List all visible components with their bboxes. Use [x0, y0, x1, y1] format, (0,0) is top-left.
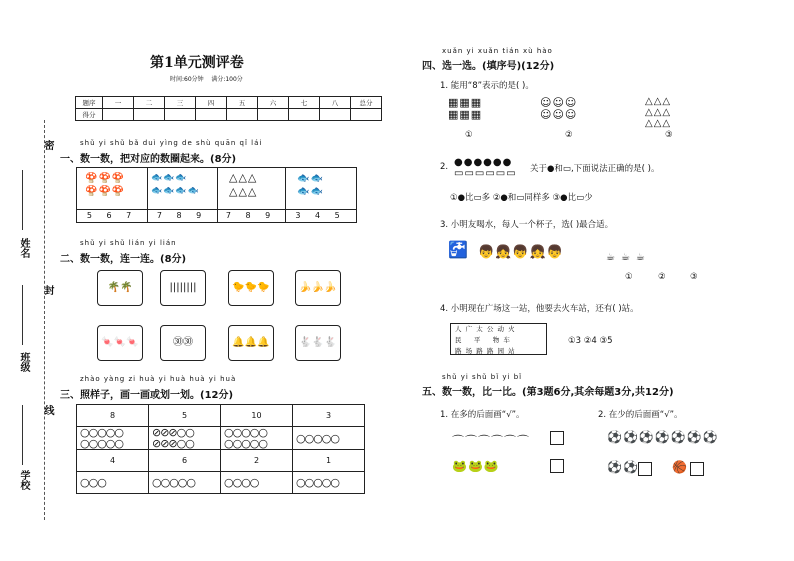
circle-group[interactable]: ○○○○○ ○○○○○	[77, 427, 149, 450]
ball-icon: ⚽⚽	[607, 460, 639, 474]
target-number: 3	[293, 405, 365, 427]
sec2-pinyin: shǔ yi shǔ lián yi lián	[80, 239, 177, 247]
name-line[interactable]	[22, 170, 23, 230]
score-table	[75, 96, 382, 121]
score-cell[interactable]	[258, 109, 289, 121]
q5-1-text: 1. 在多的后面画“√”。	[440, 410, 525, 420]
chick-icon[interactable]: 🐤🐤🐤	[228, 270, 274, 306]
q2-number: 2.	[440, 162, 449, 172]
rabbit-icon[interactable]: 🐇🐇🐇	[295, 325, 341, 361]
sec5-title: 五、数一数，比一比。(第3题6分,其余每题3分,共12分)	[422, 387, 674, 398]
score-cell[interactable]	[134, 109, 165, 121]
banana-icon: ⌒⌒⌒⌒⌒⌒	[452, 434, 531, 448]
target-number: 1	[293, 450, 365, 472]
station-map	[450, 323, 547, 355]
count-group	[147, 168, 218, 222]
stick-bundle-icon[interactable]: ||||||||	[160, 270, 206, 306]
cut-mark-3: 线	[42, 405, 53, 415]
circle-group[interactable]: ○○○○○	[293, 472, 365, 494]
option[interactable]: ③	[690, 272, 698, 282]
station-row: 路 场 路 路 园 站	[455, 347, 515, 355]
ball-icon: ⚽⚽⚽⚽⚽⚽⚽	[607, 430, 719, 444]
score-cell[interactable]	[351, 109, 382, 121]
bell-icon[interactable]: 🔔🔔🔔	[228, 325, 274, 361]
palm-tree-icon[interactable]: 🌴🌴	[97, 270, 143, 306]
count-group	[285, 168, 356, 222]
col-header: 题序	[76, 97, 103, 109]
q2-text: 关于●和▭,下面说法正确的是( )。	[530, 164, 660, 174]
sec1-title: 一、数一数，把对应的数圈起来。(8分)	[60, 154, 237, 165]
basketball-icon: 🏀	[672, 460, 688, 474]
row-label: 得分	[76, 109, 103, 121]
draw-table	[76, 404, 365, 494]
time-limit: 时间:60分钟	[170, 76, 204, 83]
answer-box[interactable]	[638, 462, 652, 476]
cut-line	[44, 120, 45, 520]
fish-icon: 🐟🐟 🐟🐟	[297, 173, 324, 197]
cups-icon: ☕☕☕	[606, 252, 651, 263]
candy-icon[interactable]: 🍬🍬🍬	[97, 325, 143, 361]
q4-text: 4. 小明现在广场这一站，他要去火车站，还有( )站。	[440, 304, 639, 314]
number-30-icon[interactable]: ㉚㉚	[160, 325, 206, 361]
sec2-title: 二、数一数，连一连。(8分)	[60, 254, 187, 265]
number-options[interactable]: 3 4 5	[295, 211, 346, 220]
number-options[interactable]: 7 8 9	[225, 211, 277, 220]
target-number: 8	[77, 405, 149, 427]
name-label: 姓名	[18, 238, 29, 258]
answer-box[interactable]	[550, 431, 564, 445]
col-header: 七	[289, 97, 320, 109]
exam-meta	[170, 74, 243, 83]
sec5-pinyin: shǔ yi shǔ bǐ yi bǐ	[442, 373, 523, 381]
school-label: 学校	[18, 470, 29, 490]
target-number: 5	[149, 405, 221, 427]
circle-group[interactable]: ○○○○○ ○○○○○	[221, 427, 293, 450]
target-number: 2	[221, 450, 293, 472]
dots-and-rects-icon: ●●●●●● ▭▭▭▭▭▭	[454, 157, 517, 179]
count-box	[76, 167, 357, 223]
q3-text: 3. 小明友喝水，每人一个杯子，选( )最合适。	[440, 220, 614, 230]
target-number: 6	[149, 450, 221, 472]
circle-group[interactable]: ○○○○○	[293, 427, 365, 450]
col-header: 三	[165, 97, 196, 109]
sec3-pinyin: zhào yàng zi huà yi huà huà yi huà	[80, 375, 237, 383]
col-header: 六	[258, 97, 289, 109]
sec3-title: 三、照样子，画一画或划一划。(12分)	[60, 390, 234, 401]
children-icon: 👦👧👦👧👦	[478, 245, 564, 260]
option[interactable]: ③	[665, 130, 673, 140]
dice-icon: ▦▦▦ ▦▦▦	[448, 96, 483, 121]
mushroom-icon: 🍄🍄🍄 🍄🍄🍄	[85, 173, 126, 197]
fish-icon: 🐟🐟🐟 🐟🐟🐟🐟	[151, 173, 200, 196]
option[interactable]: ①	[465, 130, 473, 140]
col-header: 八	[320, 97, 351, 109]
score-cell[interactable]	[103, 109, 134, 121]
school-line[interactable]	[22, 405, 23, 465]
triangle-icon: △△△ △△△	[229, 171, 258, 198]
station-row: 民 平 物 车	[455, 336, 510, 344]
answer-box[interactable]	[690, 462, 704, 476]
smiley-icon: ☺☺☺ ☺☺☺	[540, 96, 578, 121]
sec4-title: 四、选一选。(填序号)(12分)	[422, 61, 555, 72]
option[interactable]: ②	[658, 272, 666, 282]
monkey-icon: 🐸🐸🐸	[452, 459, 500, 473]
score-cell[interactable]	[227, 109, 258, 121]
station-row: 人 广 太 公 动 火	[455, 325, 515, 333]
circle-group[interactable]: ○○○	[77, 472, 149, 494]
count-group	[77, 168, 148, 222]
option[interactable]: ①	[625, 272, 633, 282]
target-number: 4	[77, 450, 149, 472]
circle-group[interactable]: ○○○○○	[149, 472, 221, 494]
number-options[interactable]: 5 6 7	[86, 211, 138, 220]
col-header: 二	[134, 97, 165, 109]
q5-2-text: 2. 在少的后面画“√”。	[598, 410, 683, 420]
col-header: 一	[103, 97, 134, 109]
q2-options[interactable]: ①●比▭多 ②●和▭同样多 ③●比▭少	[450, 193, 593, 203]
count-group	[217, 168, 286, 222]
q4-options[interactable]: ①3 ②4 ③5	[568, 336, 613, 346]
full-score: 满分:100分	[211, 76, 243, 83]
cut-mark-2: 封	[42, 285, 53, 295]
score-cell[interactable]	[165, 109, 196, 121]
col-header: 四	[196, 97, 227, 109]
option[interactable]: ②	[565, 130, 573, 140]
water-dispenser-icon: 🚰	[448, 240, 469, 259]
score-cell[interactable]	[320, 109, 351, 121]
number-options[interactable]: 7 8 9	[156, 211, 208, 220]
class-label: 班级	[18, 352, 29, 372]
score-cell[interactable]	[196, 109, 227, 121]
circle-group[interactable]: ⊘⊘⊘○○ ⊘⊘⊘○○	[149, 427, 221, 450]
page-title: 第1单元测评卷	[150, 55, 244, 71]
sec1-pinyin: shǔ yi shǔ bǎ duì yìng de shù quān qǐ lái	[80, 139, 263, 147]
class-line[interactable]	[22, 285, 23, 345]
triangle-icon: △△△ △△△ △△△	[645, 96, 672, 129]
answer-box[interactable]	[550, 459, 564, 473]
cut-mark-1: 密	[42, 140, 53, 150]
sec4-pinyin: xuǎn yi xuǎn tián xù hào	[442, 47, 553, 55]
q1-text: 1. 能用“8”表示的是( )。	[440, 81, 534, 91]
score-cell[interactable]	[289, 109, 320, 121]
circle-group[interactable]: ○○○○	[221, 472, 293, 494]
col-header: 五	[227, 97, 258, 109]
col-header: 总分	[351, 97, 382, 109]
banana-icon[interactable]: 🍌🍌🍌	[295, 270, 341, 306]
target-number: 10	[221, 405, 293, 427]
